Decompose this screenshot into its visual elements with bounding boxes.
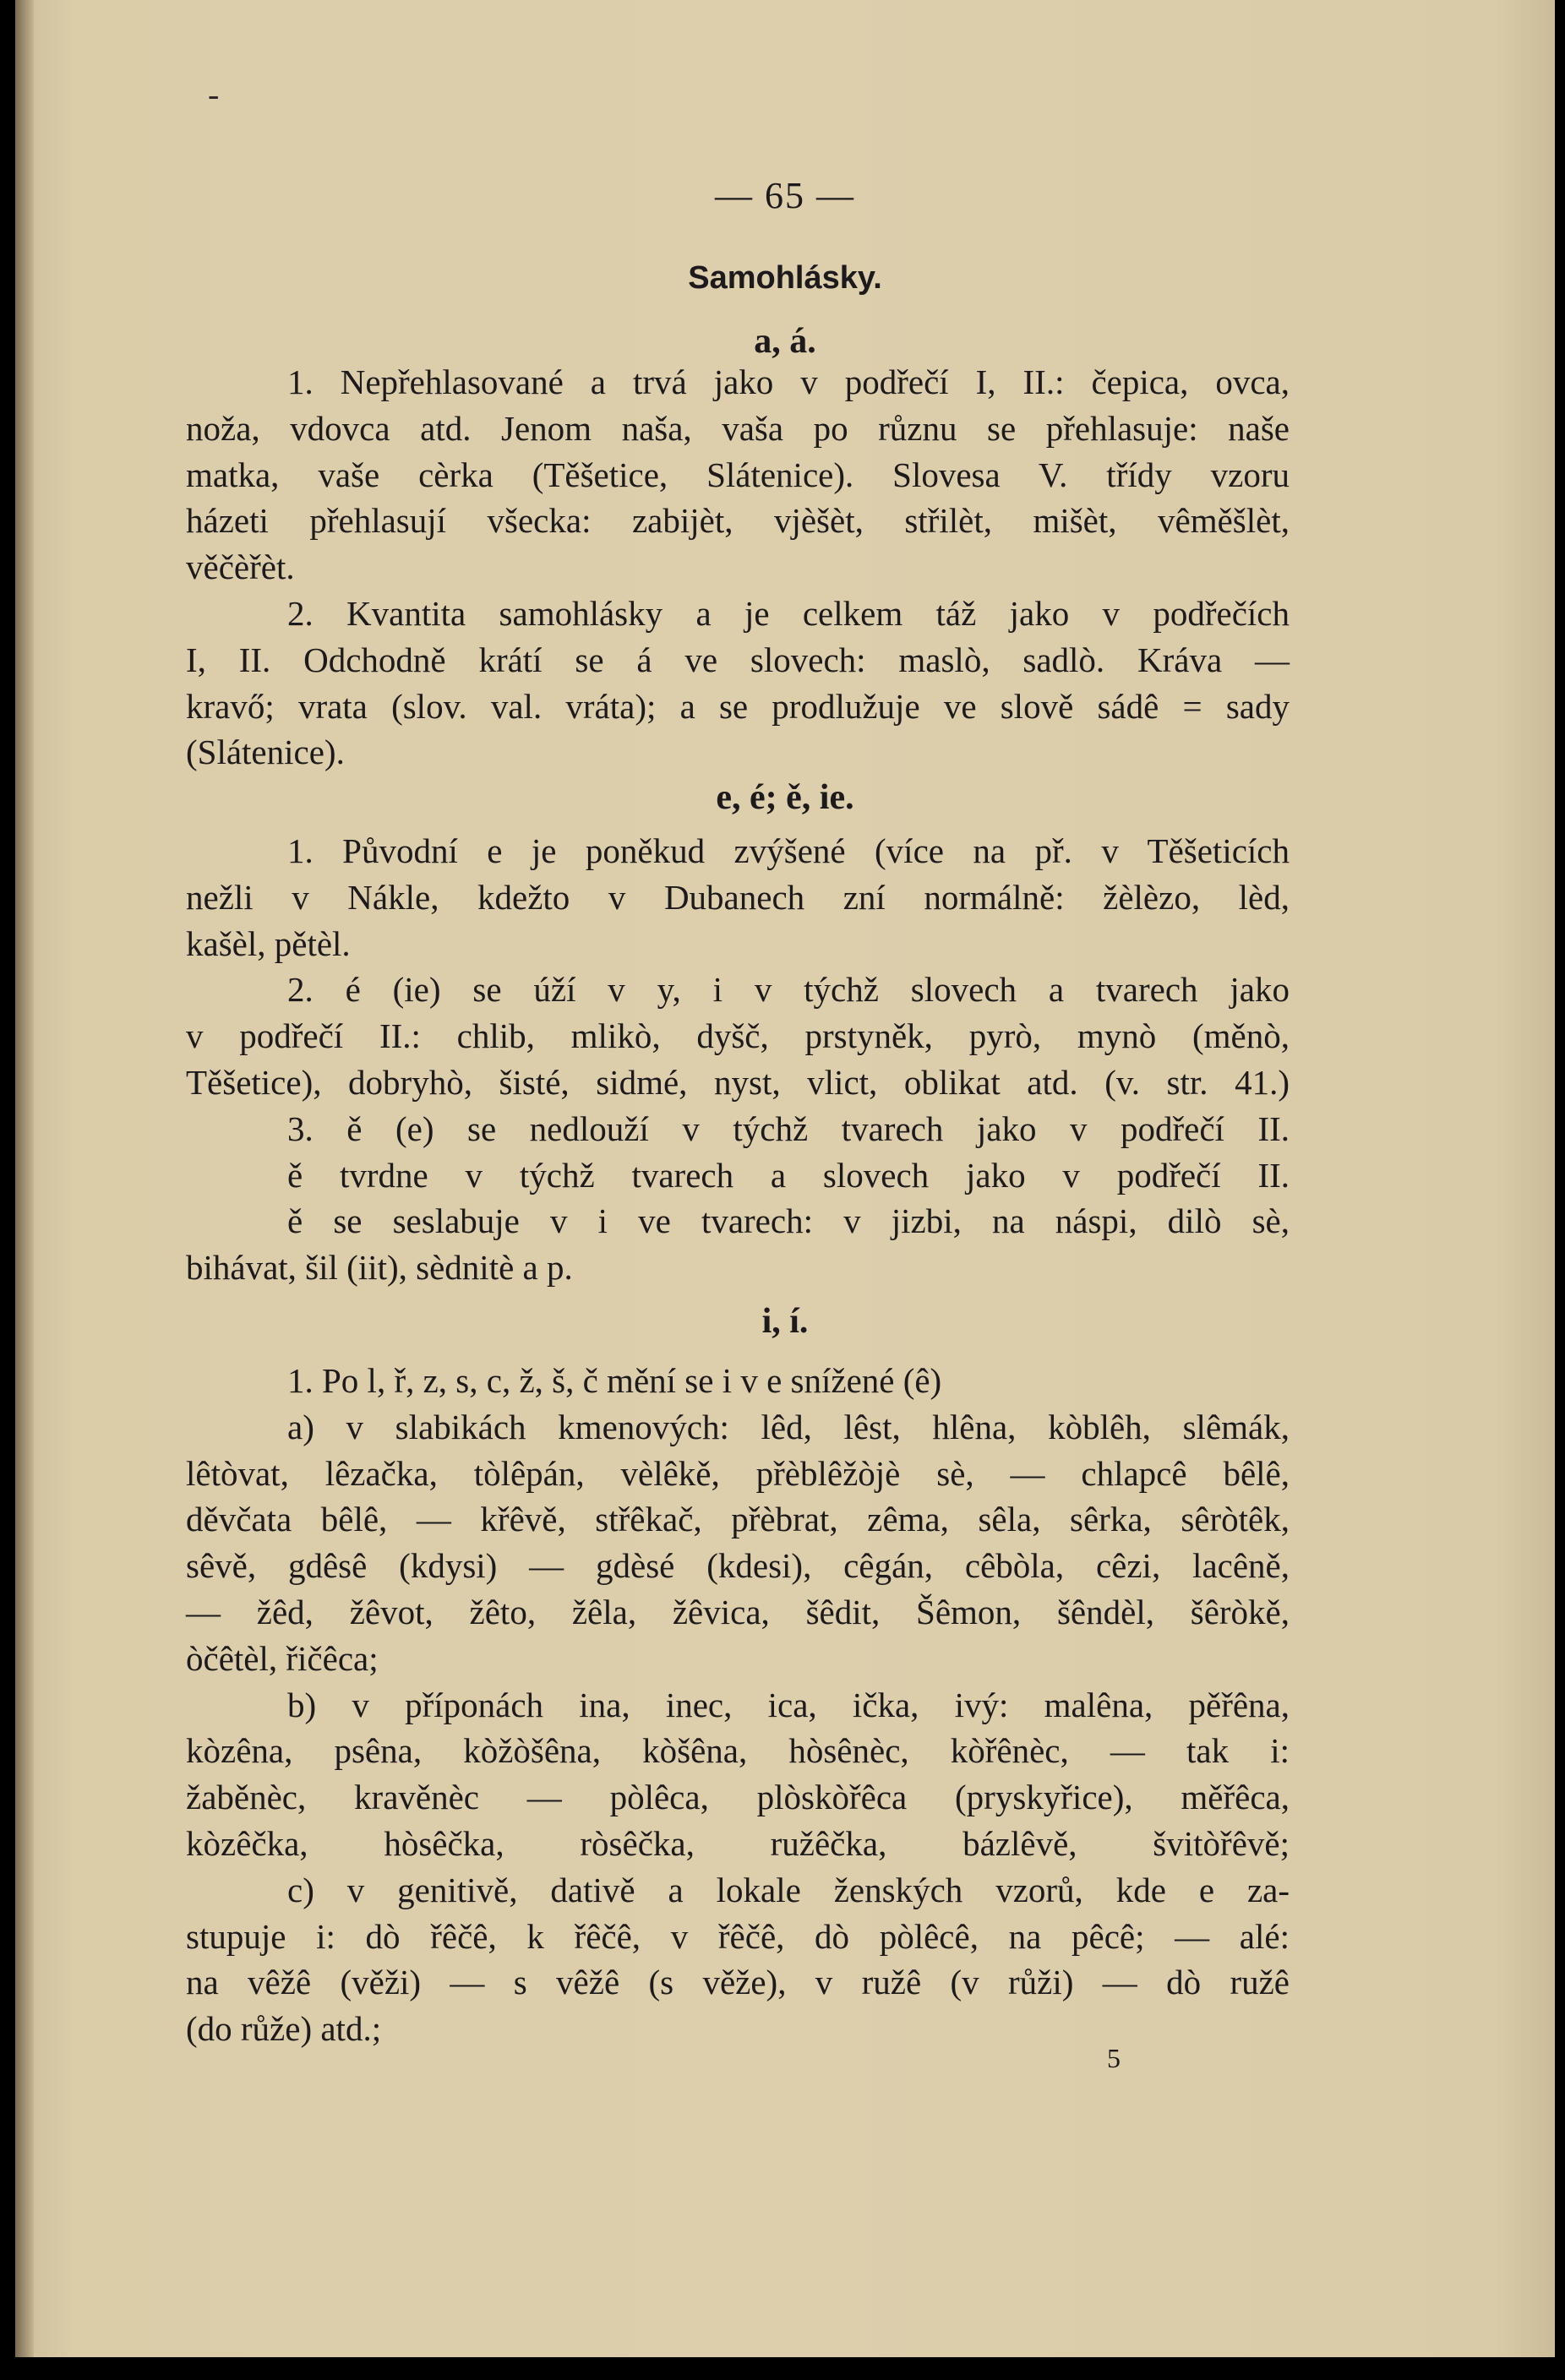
text-line: 3. ě (e) se nedlouží v týchž tvarech jako v podřečí II.: [287, 1108, 1290, 1148]
text-line: noža, vdovca atd. Jenom naša, vaša po různu se přehlasuje: naše: [186, 408, 1290, 448]
section-heading-e: e, é; ě, ie.: [716, 778, 854, 817]
text-line: Těšetice), dobryhò, šisté, sidmé, nyst, vlict, oblikat atd. (v. str. 41.): [186, 1062, 1290, 1102]
text-line: 1. Nepřehlasované a trvá jako v podřečí I, II.: čepica, ovca,: [287, 362, 1290, 401]
page-number: — 65 —: [715, 175, 855, 216]
text-line: (Slátenice).: [186, 733, 345, 772]
text-line: v podřečí II.: chlib, mlikò, dyšč, prstyněk, pyrò, mynò (měnò,: [186, 1016, 1290, 1056]
page-title: Samohlásky.: [688, 260, 882, 296]
text-line: kòzêna, psêna, kòžòšêna, kòšêna, hòsênèc, kòřênèc, — tak i:: [186, 1731, 1290, 1771]
text-line: c) v genitivě, dativě a lokale ženských vzorů, kde e za-: [287, 1870, 1290, 1909]
text-line: 2. Kvantita samohlásky a je celkem táž jako v podřečích: [287, 593, 1290, 633]
text-line: òčêtèl, řičêca;: [186, 1638, 379, 1678]
text-line: 1. Původní e je poněkud zvýšené (více na př. v Těšeticích: [287, 831, 1290, 870]
margin-mark: -: [208, 75, 220, 113]
section-e-body: [186, 828, 1290, 1291]
text-line: sêvě, gdêsê (kdysi) — gdèsé (kdesi), cêgán, cêbòla, cêzi, lacêně,: [186, 1546, 1290, 1586]
section-heading-i: i, í.: [761, 1302, 809, 1341]
text-line: — žêd, žêvot, žêto, žêla, žêvica, šêdit, Šêmon, šêndèl, šêròkě,: [186, 1592, 1290, 1631]
text-line: lêtòvat, lêzačka, tòlêpán, vèlêkě, přèblêžòjè sè, — chlapcê bêlê,: [186, 1453, 1290, 1493]
text-line: kravő; vrata (slov. val. vráta); a se prodlužuje ve slově sádê = sady: [186, 686, 1290, 726]
text-line: kòzêčka, hòsêčka, ròsêčka, ružêčka, bázlêvě, švitòřêvě;: [186, 1823, 1290, 1863]
text-line: ě tvrdne v týchž tvarech a slovech jako v podřečí II.: [287, 1155, 1290, 1195]
text-line: nežli v Nákle, kdežto v Dubanech zní normálně: žèlèzo, lèd,: [186, 877, 1290, 917]
signature-mark: 5: [1107, 2043, 1121, 2073]
section-a-body: [186, 359, 1290, 776]
text-line: 2. é (ie) se úží v y, i v týchž slovech a tvarech jako: [287, 970, 1290, 1010]
text-line: stupuje i: dò řêčê, k řêčê, v řêčê, dò pòlêcê, na pêcê; — alé:: [186, 1916, 1290, 1956]
text-line: věčèřèt.: [186, 547, 295, 587]
text-line: na vêžê (věži) — s vêžê (s věže), v ružê (v růži) — dò ružê: [186, 1963, 1290, 2002]
text-line: žaběnèc, kravěnèc — pòlêca, plòskòřêca (pryskyřice), měřêca,: [186, 1778, 1290, 1817]
text-line: házeti přehlasují všecka: zabijèt, vjèšèt, střilèt, mišèt, vêměšlèt,: [186, 501, 1290, 541]
text-line: (do růže) atd.;: [186, 2009, 382, 2049]
text-line: I, II. Odchodně krátí se á ve slovech: maslò, sadlò. Kráva —: [186, 640, 1290, 679]
text-line: kašèl, pětèl.: [186, 923, 351, 963]
text-line: 1. Po l, ř, z, s, c, ž, š, č mění se i v e snížené (ê): [287, 1361, 942, 1400]
section-i-body: [186, 1358, 1290, 2052]
book-page: [15, 0, 1555, 2357]
text-line: bihávat, šil (iit), sèdnitè a p.: [186, 1248, 573, 1288]
section-heading-a: a, á.: [754, 322, 816, 361]
text-line: b) v příponách ina, inec, ica, ička, ivý: malêna, pěřêna,: [287, 1685, 1290, 1724]
text-line: ě se seslabuje v i ve tvarech: v jizbi, na náspi, dilò sè,: [287, 1201, 1290, 1241]
text-line: děvčata bêlê, — křêvě, střêkač, přèbrat, zêma, sêla, sêrka, sêròtêk,: [186, 1500, 1290, 1539]
text-line: matka, vaše cèrka (Těšetice, Slátenice). Slovesa V. třídy vzoru: [186, 455, 1290, 494]
text-line: a) v slabikách kmenových: lêd, lêst, hlêna, kòblêh, slêmák,: [287, 1407, 1290, 1446]
